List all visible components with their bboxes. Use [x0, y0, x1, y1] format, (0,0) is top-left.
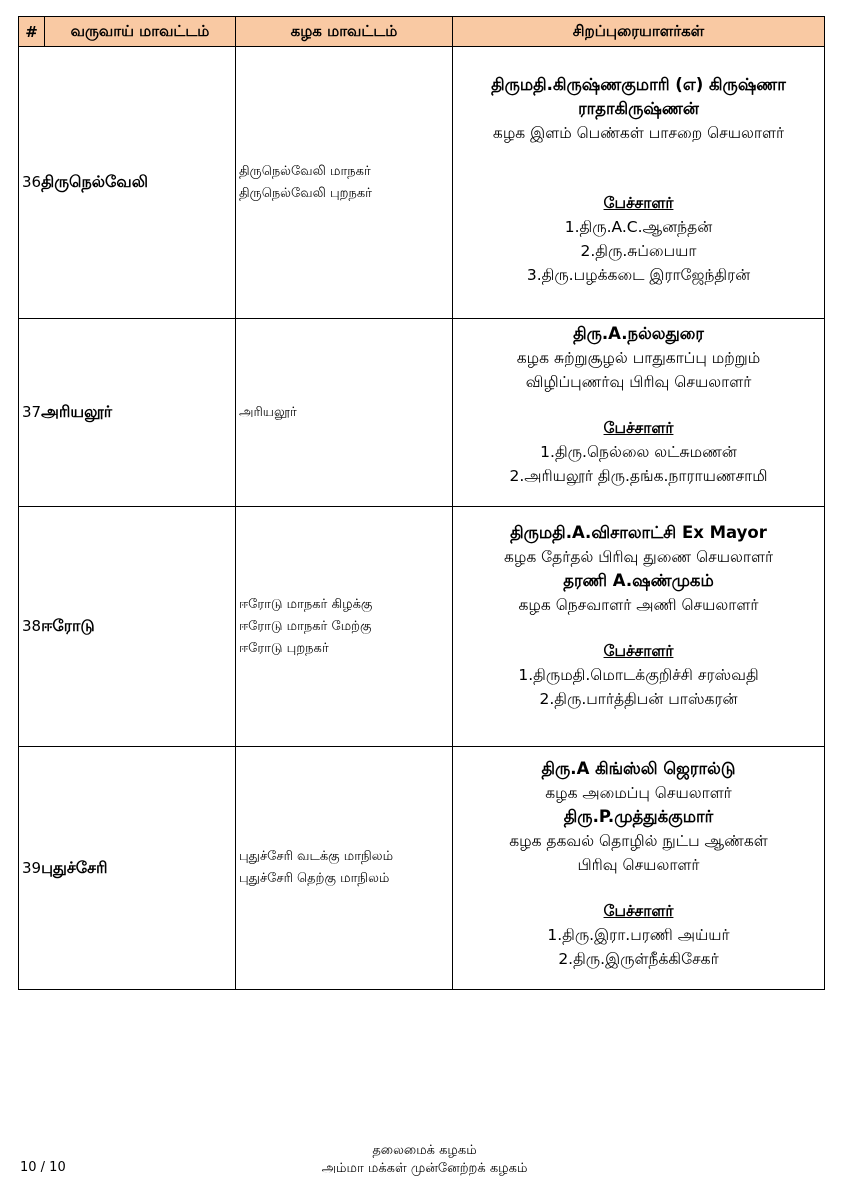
party-district: ஈரோடு மாநகர் மேற்கு — [239, 618, 372, 634]
footer-party-name: அம்மா மக்கள் முன்னேற்றக் கழகம் — [321, 1161, 528, 1176]
speakers-heading: பேச்சாளர் — [603, 419, 674, 437]
speaker-item: 2.அரியலூர் திரு.தங்க.நாராயணசாமி — [509, 467, 768, 485]
header-num: # — [19, 17, 45, 47]
row-number: 38 — [22, 617, 42, 635]
lead-speaker-name: திரு.A கிங்ஸ்லி ஜெரால்டு — [541, 759, 736, 778]
speakers-cell — [453, 747, 825, 990]
lead-speaker-name: திரு.A.நல்லதுரை — [573, 324, 704, 343]
lead-speaker-name: திருமதி.கிருஷ்ணகுமாரி (எ) கிருஷ்ணா — [491, 75, 786, 94]
party-district: புதுச்சேரி வடக்கு மாநிலம் — [239, 849, 394, 864]
speaker-item: 2.திரு.சுப்பையா — [580, 242, 697, 260]
lead-speaker-role: பிரிவு செயலாளர் — [577, 856, 700, 874]
district-speakers-table — [18, 16, 825, 990]
row-number: 39 — [22, 858, 42, 877]
speakers-cell — [453, 47, 825, 319]
header-party-district: கழக மாவட்டம் — [236, 17, 453, 47]
party-district: ஈரோடு புறநகர் — [239, 640, 329, 656]
page-number: 10 / 10 — [20, 1160, 66, 1175]
speaker-item: 1.திருமதி.மொடக்குறிச்சி சரஸ்வதி — [518, 666, 759, 684]
lead-speaker-role: கழக நெசவாளர் அணி செயலாளர் — [518, 596, 759, 614]
lead-speaker-role: கழக தகவல் தொழில் நுட்ப ஆண்கள் — [509, 832, 768, 850]
table-row — [19, 319, 825, 507]
table-row — [19, 47, 825, 319]
party-districts-cell — [236, 507, 453, 747]
revenue-district-name: அரியலூர் — [41, 402, 113, 421]
speakers-heading: பேச்சாளர் — [603, 902, 674, 920]
party-district: ஈரோடு மாநகர் கிழக்கு — [239, 596, 373, 612]
footer-org-line: தலைமைக் கழகம் — [372, 1143, 477, 1158]
district-cell — [19, 507, 236, 747]
speakers-cell — [453, 507, 825, 747]
table-row — [19, 747, 825, 990]
speaker-item: 2.திரு.பார்த்திபன் பாஸ்கரன் — [539, 690, 738, 708]
revenue-district-name: ஈரோடு — [41, 616, 95, 635]
lead-speaker-role: கழக தேர்தல் பிரிவு துணை செயலாளர் — [503, 548, 774, 566]
speaker-item: 3.திரு.பழக்கடை இராஜேந்திரன் — [526, 266, 751, 284]
lead-speaker-role: விழிப்புணர்வு பிரிவு செயலாளர் — [525, 373, 752, 391]
lead-speaker-role: கழக சுற்றுசூழல் பாதுகாப்பு மற்றும் — [516, 349, 761, 367]
party-district: திருநெல்வேலி மாநகர் — [239, 163, 371, 179]
table-row — [19, 507, 825, 747]
header-revenue-district: வருவாய் மாவட்டம் — [45, 17, 236, 47]
party-districts-cell — [236, 747, 453, 990]
speakers-heading: பேச்சாளர் — [603, 642, 674, 660]
speakers-heading: பேச்சாளர் — [603, 194, 674, 212]
district-cell — [19, 47, 236, 319]
footer — [0, 1142, 849, 1178]
lead-speaker-role: கழக இளம் பெண்கள் பாசறை செயலாளர் — [492, 124, 785, 142]
lead-speaker-name: ராதாகிருஷ்ணன் — [578, 99, 699, 118]
party-district: அரியலூர் — [239, 404, 297, 420]
lead-speaker-name: திரு.P.முத்துக்குமார் — [563, 807, 714, 826]
lead-speaker-name: தரணி A.ஷண்முகம் — [563, 571, 714, 590]
district-cell — [19, 319, 236, 507]
row-number: 36 — [22, 173, 42, 191]
lead-speaker-role: கழக அமைப்பு செயலாளர் — [545, 784, 732, 802]
district-cell — [19, 747, 236, 990]
revenue-district-name: திருநெல்வேலி — [41, 172, 148, 191]
party-district: புதுச்சேரி தெற்கு மாநிலம் — [239, 871, 390, 886]
party-district: திருநெல்வேலி புறநகர் — [239, 185, 372, 201]
party-districts-cell — [236, 47, 453, 319]
table-header-row — [19, 17, 825, 47]
speaker-item: 1.திரு.நெல்லை லட்சுமணன் — [540, 443, 737, 461]
row-number: 37 — [22, 403, 42, 421]
revenue-district-name: புதுச்சேரி — [41, 857, 108, 877]
speaker-item: 2.திரு.இருள்நீக்கிசேகர் — [558, 950, 719, 968]
speakers-cell — [453, 319, 825, 507]
speaker-item: 1.திரு.இரா.பரணி அய்யர் — [547, 926, 730, 944]
lead-speaker-name: திருமதி.A.விசாலாட்சி Ex Mayor — [510, 523, 767, 542]
party-districts-cell — [236, 319, 453, 507]
header-speakers: சிறப்புரையாளர்கள் — [453, 17, 825, 47]
speaker-item: 1.திரு.A.C.ஆனந்தன் — [564, 218, 713, 236]
